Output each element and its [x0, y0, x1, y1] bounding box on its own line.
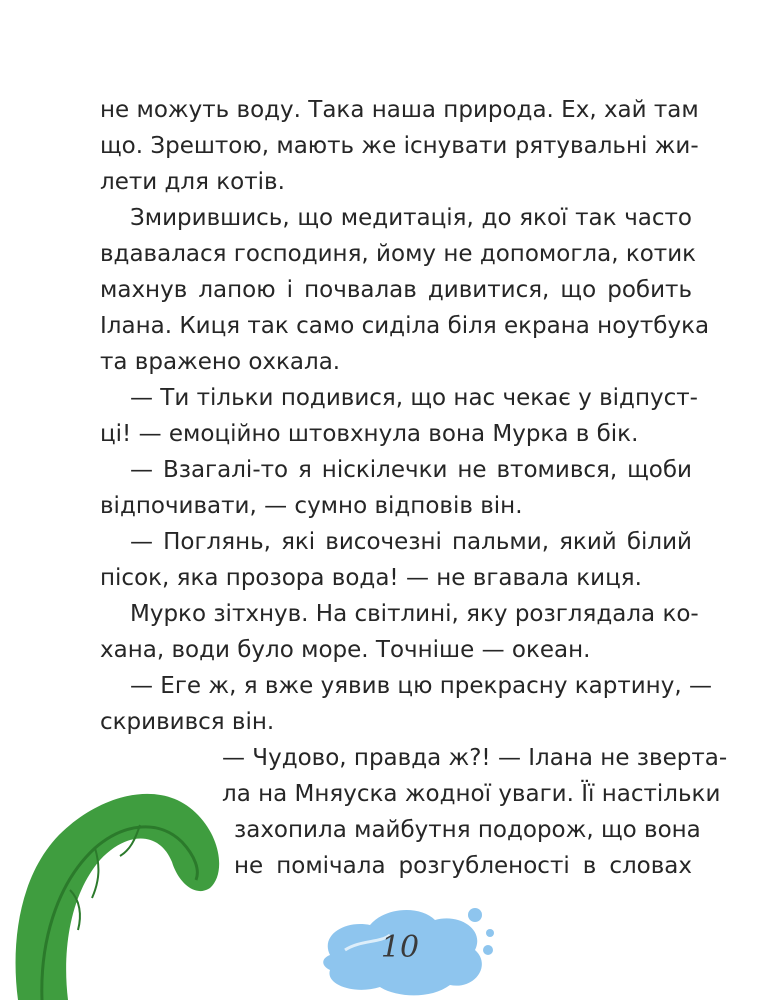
text-line: скривився він. — [100, 709, 275, 735]
text-line: махнув лапою і почвалав дивитися, що робить — [100, 277, 692, 303]
text-line: пісок, яка прозора вода! — не вгавала киця. — [100, 565, 642, 591]
text-line: Ілана. Киця так само сиділа біля екрана ноутбука — [100, 313, 710, 339]
text-line: ці! — емоційно штовхнула вона Мурка в бік. — [100, 421, 639, 447]
leaf-illustration — [0, 770, 240, 1000]
text-line: лети для котів. — [100, 169, 285, 195]
text-line: та вражено охкала. — [100, 349, 341, 375]
text-line: не помічала розгубленості в словах — [234, 853, 692, 879]
text-line: — Взагалі-то я ніскілечки не втомився, щоби — [130, 457, 692, 483]
text-line: ла на Мняуска жодної уваги. Її настільки — [222, 781, 721, 807]
text-line: Мурко зітхнув. На світлині, яку розглядала ко- — [130, 601, 699, 627]
text-line: — Еге ж, я вже уявив цю прекрасну картину, — — [130, 673, 712, 699]
text-line: хана, води було море. Точніше — океан. — [100, 637, 591, 663]
text-line: захопила майбутня подорож, що вона — [234, 817, 701, 843]
text-line: — Чудово, правда ж?! — Ілана не зверта- — [222, 745, 728, 771]
text-line: — Ти тільки подивися, що нас чекає у відпуст- — [130, 385, 698, 411]
text-line: що. Зрештою, мають же існувати рятувальні жи- — [100, 133, 699, 159]
text-line: відпочивати, — сумно відповів він. — [100, 493, 523, 519]
text-line: Змирившись, що медитація, до якої так часто — [130, 205, 692, 231]
page-text — [100, 92, 728, 884]
page-number: 10 — [380, 930, 420, 965]
text-line: вдавалася господиня, йому не допомогла, котик — [100, 241, 697, 267]
text-line: — Поглянь, які височезні пальми, який білий — [130, 529, 692, 555]
text-line: не можуть воду. Така наша природа. Ех, хай там — [100, 97, 699, 123]
